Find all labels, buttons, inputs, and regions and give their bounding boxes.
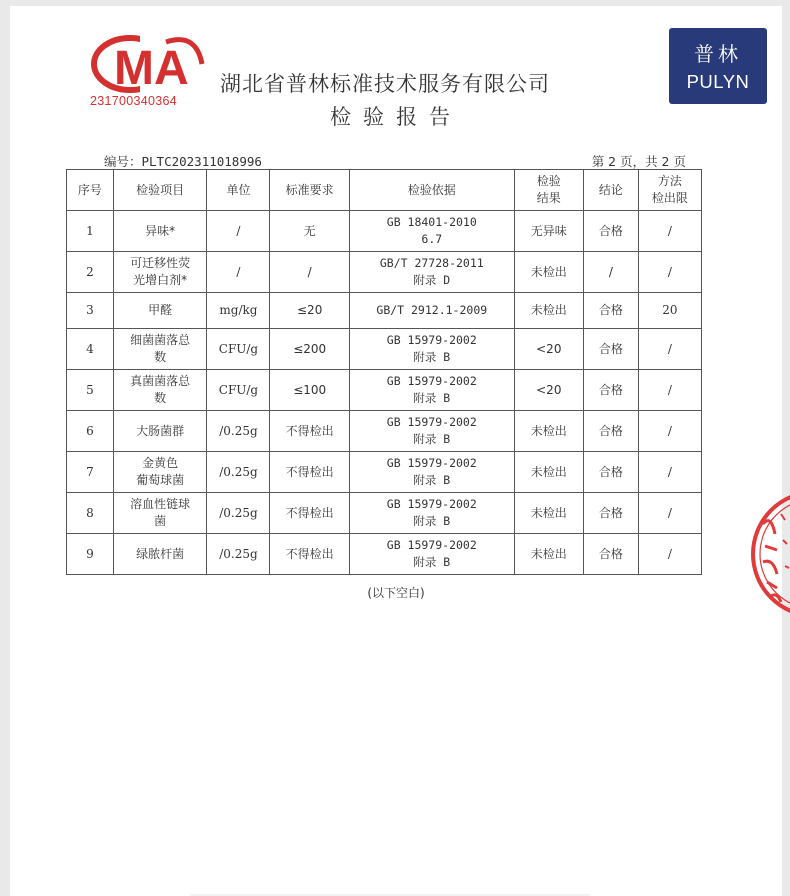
cell-basis: GB 15979-2002 附录 B (349, 452, 514, 493)
report-title: 检验报告 (330, 105, 462, 129)
cell-item: 绿脓杆菌 (113, 534, 207, 575)
cell-standard: ≤200 (270, 329, 349, 370)
cell-seq: 8 (67, 493, 114, 534)
cell-conclusion: / (583, 252, 638, 293)
cell-result: <20 (514, 370, 583, 411)
cell-limit: 20 (638, 293, 701, 329)
cell-seq: 4 (67, 329, 114, 370)
table-row (67, 534, 702, 575)
cell-standard: ≤20 (270, 293, 349, 329)
company-name: 湖北省普林标准技术服务有限公司 (220, 72, 550, 96)
col-basis: 检验依据 (349, 170, 514, 211)
cell-limit: / (638, 329, 701, 370)
cell-unit: CFU/g (207, 370, 270, 411)
cell-basis: GB 15979-2002 附录 B (349, 370, 514, 411)
cell-standard: 不得检出 (270, 493, 349, 534)
cell-conclusion: 合格 (583, 293, 638, 329)
cell-unit: /0.25g (207, 411, 270, 452)
cell-unit: /0.25g (207, 493, 270, 534)
cell-limit: / (638, 411, 701, 452)
cell-basis: GB/T 27728-2011 附录 D (349, 252, 514, 293)
cell-standard: / (270, 252, 349, 293)
col-item: 检验项目 (113, 170, 207, 211)
cell-limit: / (638, 534, 701, 575)
table-row (67, 493, 702, 534)
page-indicator: 第 2 页，共 2 页 (591, 154, 686, 169)
report-number: 编号：PLTC202311018996 (104, 154, 262, 169)
cell-limit: / (638, 452, 701, 493)
logo-cn-text: 普林 (694, 42, 742, 66)
cell-result: 未检出 (514, 452, 583, 493)
cell-item: 大肠菌群 (113, 411, 207, 452)
cell-item: 细菌菌落总 数 (113, 329, 207, 370)
cell-seq: 3 (67, 293, 114, 329)
cell-unit: /0.25g (207, 452, 270, 493)
cell-seq: 9 (67, 534, 114, 575)
cma-number: 231700340364 (90, 94, 178, 108)
cell-standard: 无 (270, 211, 349, 252)
table-row (67, 411, 702, 452)
table-row (67, 370, 702, 411)
cell-result: 未检出 (514, 293, 583, 329)
cell-basis: GB 15979-2002 附录 B (349, 534, 514, 575)
cell-result: 未检出 (514, 493, 583, 534)
cell-basis: GB 18401-2010 6.7 (349, 211, 514, 252)
table-row (67, 293, 702, 329)
cell-limit: / (638, 211, 701, 252)
cell-result: 未检出 (514, 534, 583, 575)
cell-unit: / (207, 211, 270, 252)
col-limit: 方法 检出限 (638, 170, 701, 211)
cell-unit: mg/kg (207, 293, 270, 329)
cell-seq: 7 (67, 452, 114, 493)
cell-conclusion: 合格 (583, 411, 638, 452)
cell-seq: 5 (67, 370, 114, 411)
cell-item: 甲醛 (113, 293, 207, 329)
cell-seq: 2 (67, 252, 114, 293)
cell-seq: 1 (67, 211, 114, 252)
cell-item: 异味* (113, 211, 207, 252)
cell-unit: /0.25g (207, 534, 270, 575)
pulyn-logo-icon (669, 28, 767, 104)
col-seq: 序号 (67, 170, 114, 211)
cell-item: 金黄色 葡萄球菌 (113, 452, 207, 493)
cell-basis: GB 15979-2002 附录 B (349, 411, 514, 452)
cell-standard: 不得检出 (270, 534, 349, 575)
cell-basis: GB/T 2912.1-2009 (349, 293, 514, 329)
cell-unit: / (207, 252, 270, 293)
cell-result: 未检出 (514, 252, 583, 293)
cell-standard: ≤100 (270, 370, 349, 411)
cell-item: 溶血性链球 菌 (113, 493, 207, 534)
table-row (67, 452, 702, 493)
cell-conclusion: 合格 (583, 211, 638, 252)
cell-basis: GB 15979-2002 附录 B (349, 329, 514, 370)
cma-logo-icon (84, 24, 206, 96)
col-conclusion: 结论 (583, 170, 638, 211)
table-row (67, 252, 702, 293)
report-page (10, 6, 782, 896)
table-header-row (67, 170, 702, 211)
table-row (67, 329, 702, 370)
cell-item: 可迁移性荧 光增白剂* (113, 252, 207, 293)
cell-limit: / (638, 252, 701, 293)
company-seal-icon (741, 484, 790, 624)
col-result: 检验 结果 (514, 170, 583, 211)
cell-conclusion: 合格 (583, 370, 638, 411)
cell-result: <20 (514, 329, 583, 370)
cell-unit: CFU/g (207, 329, 270, 370)
cell-item: 真菌菌落总 数 (113, 370, 207, 411)
table-row (67, 211, 702, 252)
cell-seq: 6 (67, 411, 114, 452)
blank-note: (以下空白) (367, 586, 425, 600)
cell-conclusion: 合格 (583, 329, 638, 370)
svg-text:MA: MA (114, 42, 189, 95)
cell-conclusion: 合格 (583, 452, 638, 493)
cell-basis: GB 15979-2002 附录 B (349, 493, 514, 534)
col-standard: 标准要求 (270, 170, 349, 211)
cell-standard: 不得检出 (270, 452, 349, 493)
cell-result: 未检出 (514, 411, 583, 452)
cell-limit: / (638, 370, 701, 411)
cell-result: 无异味 (514, 211, 583, 252)
cell-standard: 不得检出 (270, 411, 349, 452)
cell-conclusion: 合格 (583, 534, 638, 575)
col-unit: 单位 (207, 170, 270, 211)
cell-conclusion: 合格 (583, 493, 638, 534)
cell-limit: / (638, 493, 701, 534)
logo-en-text: PULYN (686, 71, 750, 92)
inspection-table (66, 169, 702, 575)
